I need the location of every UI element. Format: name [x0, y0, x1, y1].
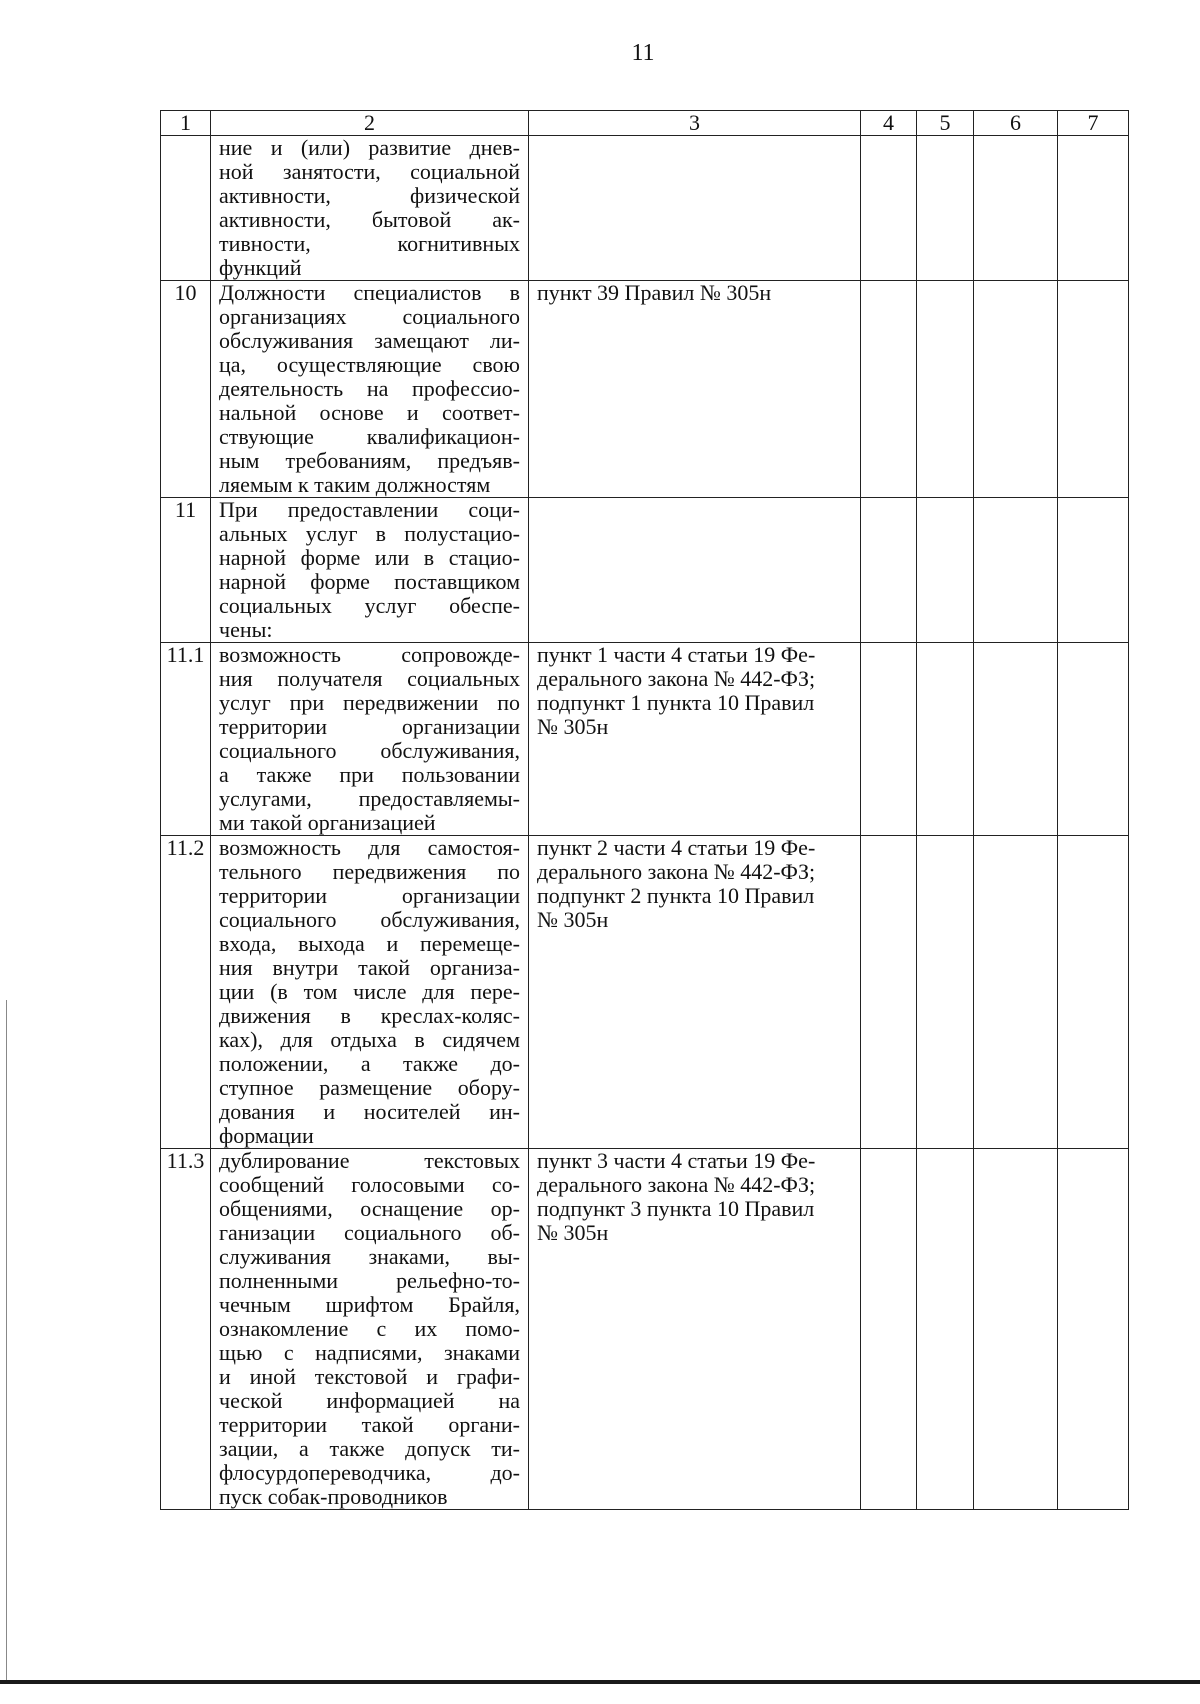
- requirement-line: социальных услуг обеспе-: [219, 593, 520, 618]
- reference-line: пункт 1 части 4 статьи 19 Фе-: [537, 642, 816, 667]
- reference-line: пункт 3 части 4 статьи 19 Фе-: [537, 1148, 816, 1173]
- requirement-line: территории организации: [219, 714, 520, 739]
- reference-line: № 305н: [537, 907, 609, 932]
- requirement-line: дования и носителей ин-: [219, 1099, 520, 1124]
- column-7-cell: [1058, 643, 1129, 836]
- requirement-line: социального обслуживания,: [219, 738, 520, 763]
- requirement-line: зации, а также допуск ти-: [219, 1436, 520, 1461]
- table-row: [161, 643, 1129, 836]
- reference-line: № 305н: [537, 1220, 609, 1245]
- reference-line: подпункт 3 пункта 10 Правил: [537, 1196, 815, 1221]
- scan-edge-mark: [6, 1000, 7, 1680]
- column-4-cell: [861, 643, 917, 836]
- requirement-line: функций: [219, 255, 302, 280]
- legal-reference-cell: [529, 643, 861, 836]
- column-5-cell: [917, 498, 974, 643]
- column-header-1: 1: [161, 111, 211, 136]
- requirement-line: услугами, предоставляемы-: [219, 786, 520, 811]
- requirement-line: входа, выхода и перемеще-: [219, 931, 520, 956]
- requirement-line: ми такой организацией: [219, 810, 436, 835]
- table-row: [161, 498, 1129, 643]
- requirement-line: территории организации: [219, 883, 520, 908]
- table-body: [161, 136, 1129, 1510]
- row-number-cell: 11.2: [161, 836, 211, 1149]
- reference-line: подпункт 1 пункта 10 Правил: [537, 690, 815, 715]
- requirement-line: ганизации социального об-: [219, 1220, 520, 1245]
- requirement-line: ции (в том числе для пере-: [219, 979, 520, 1004]
- column-header-6: 6: [974, 111, 1058, 136]
- column-4-cell: [861, 1149, 917, 1510]
- requirement-cell: [211, 643, 529, 836]
- requirement-line: ние и (или) развитие днев-: [219, 135, 520, 160]
- requirement-line: положении, а также до-: [219, 1051, 520, 1076]
- column-7-cell: [1058, 136, 1129, 281]
- column-header-2: 2: [211, 111, 529, 136]
- table-row: [161, 1149, 1129, 1510]
- requirement-line: нарной форме поставщиком: [219, 569, 520, 594]
- column-6-cell: [974, 498, 1058, 643]
- column-6-cell: [974, 643, 1058, 836]
- column-5-cell: [917, 1149, 974, 1510]
- row-number-cell: 11.1: [161, 643, 211, 836]
- requirement-line: ствующие квалификацион-: [219, 424, 520, 449]
- requirement-line: движения в креслах-коляс-: [219, 1003, 520, 1028]
- requirement-cell: [211, 836, 529, 1149]
- requirement-line: нарной форме или в стацио-: [219, 545, 520, 570]
- reference-line: дерального закона № 442-ФЗ;: [537, 1172, 816, 1197]
- column-4-cell: [861, 836, 917, 1149]
- requirement-line: Должности специалистов в: [219, 280, 520, 305]
- legal-reference-cell: [529, 281, 861, 498]
- reference-line: дерального закона № 442-ФЗ;: [537, 859, 816, 884]
- requirement-line: обслуживания замещают ли-: [219, 328, 520, 353]
- requirement-line: активности, физической: [219, 183, 520, 208]
- requirement-line: возможность сопровожде-: [219, 642, 520, 667]
- requirement-line: и иной текстовой и графи-: [219, 1364, 520, 1389]
- requirement-line: ках), для отдыха в сидячем: [219, 1027, 520, 1052]
- requirement-line: нальной основе и соответ-: [219, 400, 520, 425]
- requirement-line: дублирование текстовых: [219, 1148, 520, 1173]
- page-number: 11: [631, 40, 655, 66]
- requirement-line: а также при пользовании: [219, 762, 520, 787]
- column-header-5: 5: [917, 111, 974, 136]
- requirement-line: щью с надписями, знаками: [219, 1340, 520, 1365]
- requirement-line: сообщений голосовыми со-: [219, 1172, 520, 1197]
- column-header-4: 4: [861, 111, 917, 136]
- table-row: [161, 836, 1129, 1149]
- requirement-line: возможность для самостоя-: [219, 835, 520, 860]
- reference-line: пункт 2 части 4 статьи 19 Фе-: [537, 835, 816, 860]
- requirement-cell: [211, 136, 529, 281]
- requirement-line: ческой информацией на: [219, 1388, 520, 1413]
- requirement-cell: [211, 1149, 529, 1510]
- column-6-cell: [974, 1149, 1058, 1510]
- legal-reference-cell: [529, 136, 861, 281]
- column-6-cell: [974, 281, 1058, 498]
- column-6-cell: [974, 136, 1058, 281]
- requirement-line: организациях социального: [219, 304, 520, 329]
- requirement-line: услуг при передвижении по: [219, 690, 520, 715]
- requirement-line: тельного передвижения по: [219, 859, 520, 884]
- column-4-cell: [861, 136, 917, 281]
- requirement-line: чечным шрифтом Брайля,: [219, 1292, 520, 1317]
- row-number-cell: 10: [161, 281, 211, 498]
- requirement-line: территории такой органи-: [219, 1412, 520, 1437]
- requirement-line: ния внутри такой организа-: [219, 955, 520, 980]
- legal-reference-cell: [529, 498, 861, 643]
- reference-line: № 305н: [537, 714, 609, 739]
- requirement-line: ступное размещение обору-: [219, 1075, 520, 1100]
- requirement-line: тивности, когнитивных: [219, 231, 520, 256]
- column-6-cell: [974, 836, 1058, 1149]
- requirement-line: общениями, оснащение ор-: [219, 1196, 520, 1221]
- requirement-line: полненными рельефно-то-: [219, 1268, 520, 1293]
- requirement-line: формации: [219, 1123, 314, 1148]
- requirements-table: [160, 110, 1129, 1510]
- requirement-line: флосурдопереводчика, до-: [219, 1460, 520, 1485]
- requirement-line: альных услуг в полустацио-: [219, 521, 520, 546]
- column-header-3: 3: [529, 111, 861, 136]
- table-row: [161, 281, 1129, 498]
- table-header: [161, 111, 1129, 136]
- requirement-line: ляемым к таким должностям: [219, 472, 491, 497]
- requirement-line: ца, осуществляющие свою: [219, 352, 520, 377]
- column-5-cell: [917, 643, 974, 836]
- requirement-line: активности, бытовой ак-: [219, 207, 520, 232]
- requirement-line: социального обслуживания,: [219, 907, 520, 932]
- legal-reference-cell: [529, 836, 861, 1149]
- requirement-line: чены:: [219, 617, 273, 642]
- table-row: [161, 136, 1129, 281]
- row-number-cell: 11: [161, 498, 211, 643]
- requirement-cell: [211, 498, 529, 643]
- reference-line: пункт 39 Правил № 305н: [537, 280, 772, 305]
- requirement-cell: [211, 281, 529, 498]
- requirement-line: ния получателя социальных: [219, 666, 520, 691]
- requirement-line: деятельность на профессио-: [219, 376, 520, 401]
- reference-line: дерального закона № 442-ФЗ;: [537, 666, 816, 691]
- legal-reference-cell: [529, 1149, 861, 1510]
- requirement-line: ной занятости, социальной: [219, 159, 520, 184]
- column-header-7: 7: [1058, 111, 1129, 136]
- column-4-cell: [861, 281, 917, 498]
- reference-line: подпункт 2 пункта 10 Правил: [537, 883, 815, 908]
- column-5-cell: [917, 836, 974, 1149]
- column-5-cell: [917, 136, 974, 281]
- column-5-cell: [917, 281, 974, 498]
- column-7-cell: [1058, 1149, 1129, 1510]
- header-row: [161, 111, 1129, 136]
- requirement-line: ным требованиям, предъяв-: [219, 448, 520, 473]
- page-bottom-rule: [0, 1680, 1200, 1684]
- requirement-line: При предоставлении соци-: [219, 497, 520, 522]
- row-number-cell: [161, 136, 211, 281]
- requirement-line: служивания знаками, вы-: [219, 1244, 520, 1269]
- requirement-line: пуск собак-проводников: [219, 1484, 448, 1509]
- row-number-cell: 11.3: [161, 1149, 211, 1510]
- column-4-cell: [861, 498, 917, 643]
- column-7-cell: [1058, 836, 1129, 1149]
- column-7-cell: [1058, 498, 1129, 643]
- requirement-line: ознакомление с их помо-: [219, 1316, 520, 1341]
- column-7-cell: [1058, 281, 1129, 498]
